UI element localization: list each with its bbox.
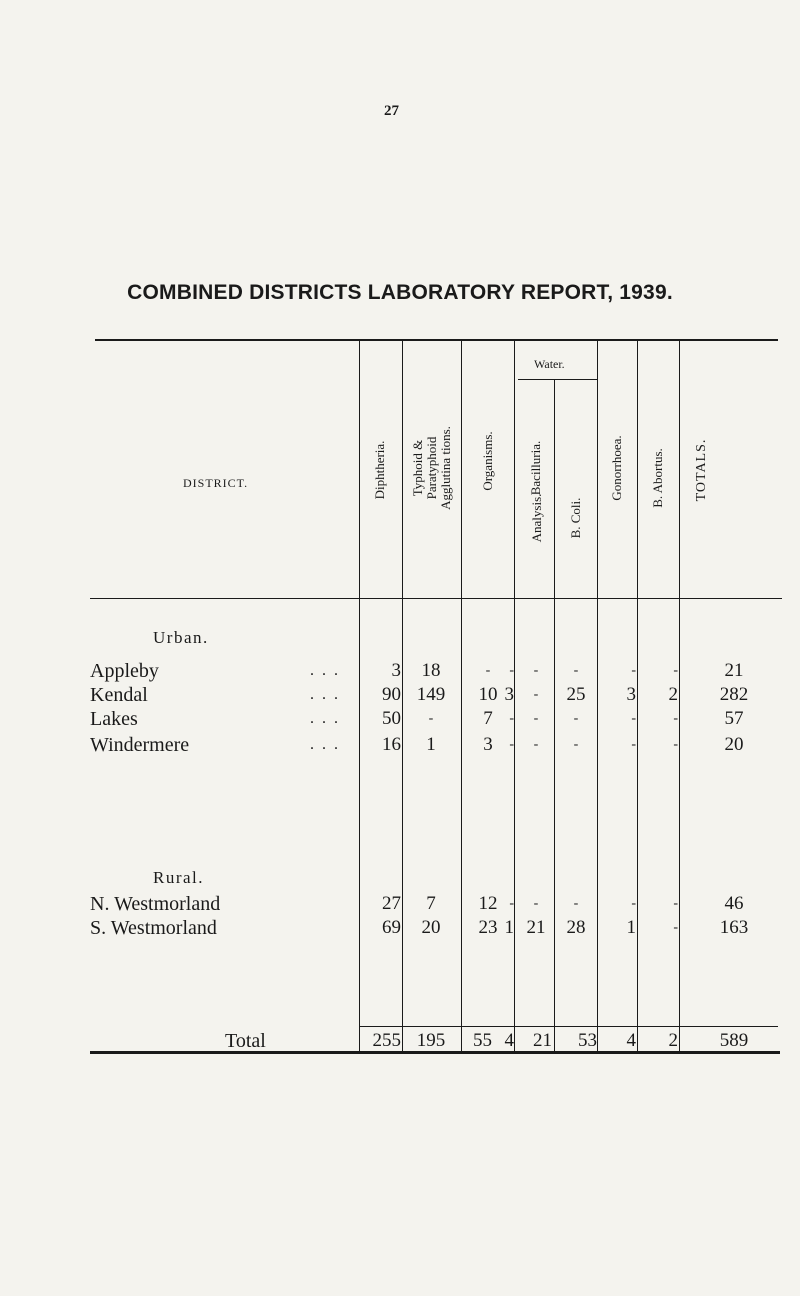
total-typhoid: 195 [416,1030,446,1051]
cell-bacilluria: - [509,896,514,911]
header-typhoid-line3: Agglutina tions. [438,426,453,510]
total-label: Total [225,1030,266,1052]
cell-organisms: - [485,663,491,678]
cell-gonorrhoea: 3 [626,684,636,705]
cell-gonorrhoea: - [631,663,636,678]
col-rule-3 [461,341,462,1053]
cell-analysis: - [533,663,539,678]
cell-b-coli: 28 [566,917,586,938]
page-number: 27 [384,103,399,119]
cell-total: 282 [719,684,749,705]
cell-b-coli: - [573,663,579,678]
report-title: COMBINED DISTRICTS LABORATORY REPORT, 1939. [127,281,673,304]
col-rule-1 [359,341,360,1053]
cell-bacilluria: 3 [504,684,514,705]
cell-bacilluria: - [509,711,514,726]
cell-analysis: - [533,687,539,702]
section-rural: Rural. [153,868,205,887]
total-b-coli: 53 [578,1030,597,1051]
header-district: DISTRICT. [183,476,249,490]
water-underline [518,379,598,380]
cell-total: 46 [724,893,744,914]
col-rule-8 [679,341,680,1053]
total-top-rule [360,1026,778,1027]
cell-typhoid: - [428,711,434,726]
col-rule-2 [402,341,403,1053]
cell-total: 21 [724,660,744,681]
row-district-label: Kendal [90,684,148,706]
cell-gonorrhoea: 1 [626,917,636,938]
cell-total: 57 [724,708,744,729]
cell-organisms: 3 [483,734,493,755]
row-district-label: Lakes [90,708,138,730]
total-gonorrhoea: 4 [626,1030,636,1051]
cell-diphtheria: 90 [382,684,401,705]
cell-b-coli: - [573,711,579,726]
cell-b-coli: 25 [566,684,586,705]
table-top-rule [95,339,778,341]
col-rule-7 [637,341,638,1053]
row-district-label: Windermere [90,734,190,756]
row-district-label: S. Westmorland [90,917,217,939]
cell-bacilluria: - [509,663,514,678]
cell-diphtheria: 27 [382,893,401,914]
cell-gonorrhoea: - [631,737,636,752]
header-typhoid-line1: Typhoid & [410,439,425,497]
total-organisms: 55 [473,1030,492,1051]
cell-bacilluria: 1 [504,917,514,938]
cell-b-abortus: - [673,920,678,935]
cell-organisms: 7 [483,708,493,729]
total-grand: 589 [719,1030,749,1051]
total-analysis: 21 [533,1030,552,1051]
cell-b-abortus: 2 [668,684,678,705]
cell-b-abortus: - [673,663,678,678]
header-totals: TOTALS. [694,438,709,502]
cell-analysis: - [533,711,539,726]
cell-diphtheria: 3 [391,660,401,681]
total-b-abortus: 2 [668,1030,678,1051]
row-leader-dots: . . . [310,736,340,753]
total-diphtheria: 255 [372,1030,401,1051]
header-bacilluria: Bacilluria. [528,440,543,496]
header-organisms: Organisms. [480,431,495,491]
cell-b-abortus: - [673,711,678,726]
header-water: Water. [534,357,565,371]
cell-diphtheria: 16 [382,734,401,755]
header-b-coli: B. Coli. [568,497,583,539]
cell-diphtheria: 50 [382,708,401,729]
cell-organisms: 12 [478,893,498,914]
cell-analysis: 21 [526,917,546,938]
cell-total: 20 [724,734,744,755]
cell-typhoid: 1 [426,734,436,755]
cell-gonorrhoea: - [631,711,636,726]
cell-analysis: - [533,737,539,752]
row-district-label: N. Westmorland [90,893,221,915]
row-leader-dots: . . . [310,662,340,679]
row-leader-dots: . . . [310,686,340,703]
row-leader-dots: . . . [310,710,340,727]
cell-bacilluria: - [509,737,514,752]
cell-organisms: 23 [478,917,498,938]
cell-typhoid: 7 [426,893,436,914]
header-b-abortus: B. Abortus. [650,448,665,508]
cell-typhoid: 149 [416,684,446,705]
header-typhoid-line2: Paratyphoid [424,436,439,500]
cell-b-abortus: - [673,737,678,752]
cell-gonorrhoea: - [631,896,636,911]
cell-typhoid: 18 [421,660,441,681]
cell-b-coli: - [573,737,579,752]
cell-typhoid: 20 [421,917,441,938]
cell-organisms: 10 [478,684,498,705]
cell-b-coli: - [573,896,579,911]
header-diphtheria: Diphtheria. [372,440,387,500]
header-gonorrhoea: Gonorrhoea. [609,435,624,501]
header-analysis: Analysis. [529,493,544,543]
col-rule-4 [514,341,515,1053]
cell-diphtheria: 69 [382,917,401,938]
cell-total: 163 [719,917,749,938]
cell-analysis: - [533,896,539,911]
col-rule-5 [554,379,555,1053]
row-district-label: Appleby [90,660,159,682]
section-urban: Urban. [153,628,209,647]
total-bacilluria: 4 [504,1030,514,1051]
col-rule-6 [597,341,598,1053]
cell-b-abortus: - [673,896,678,911]
